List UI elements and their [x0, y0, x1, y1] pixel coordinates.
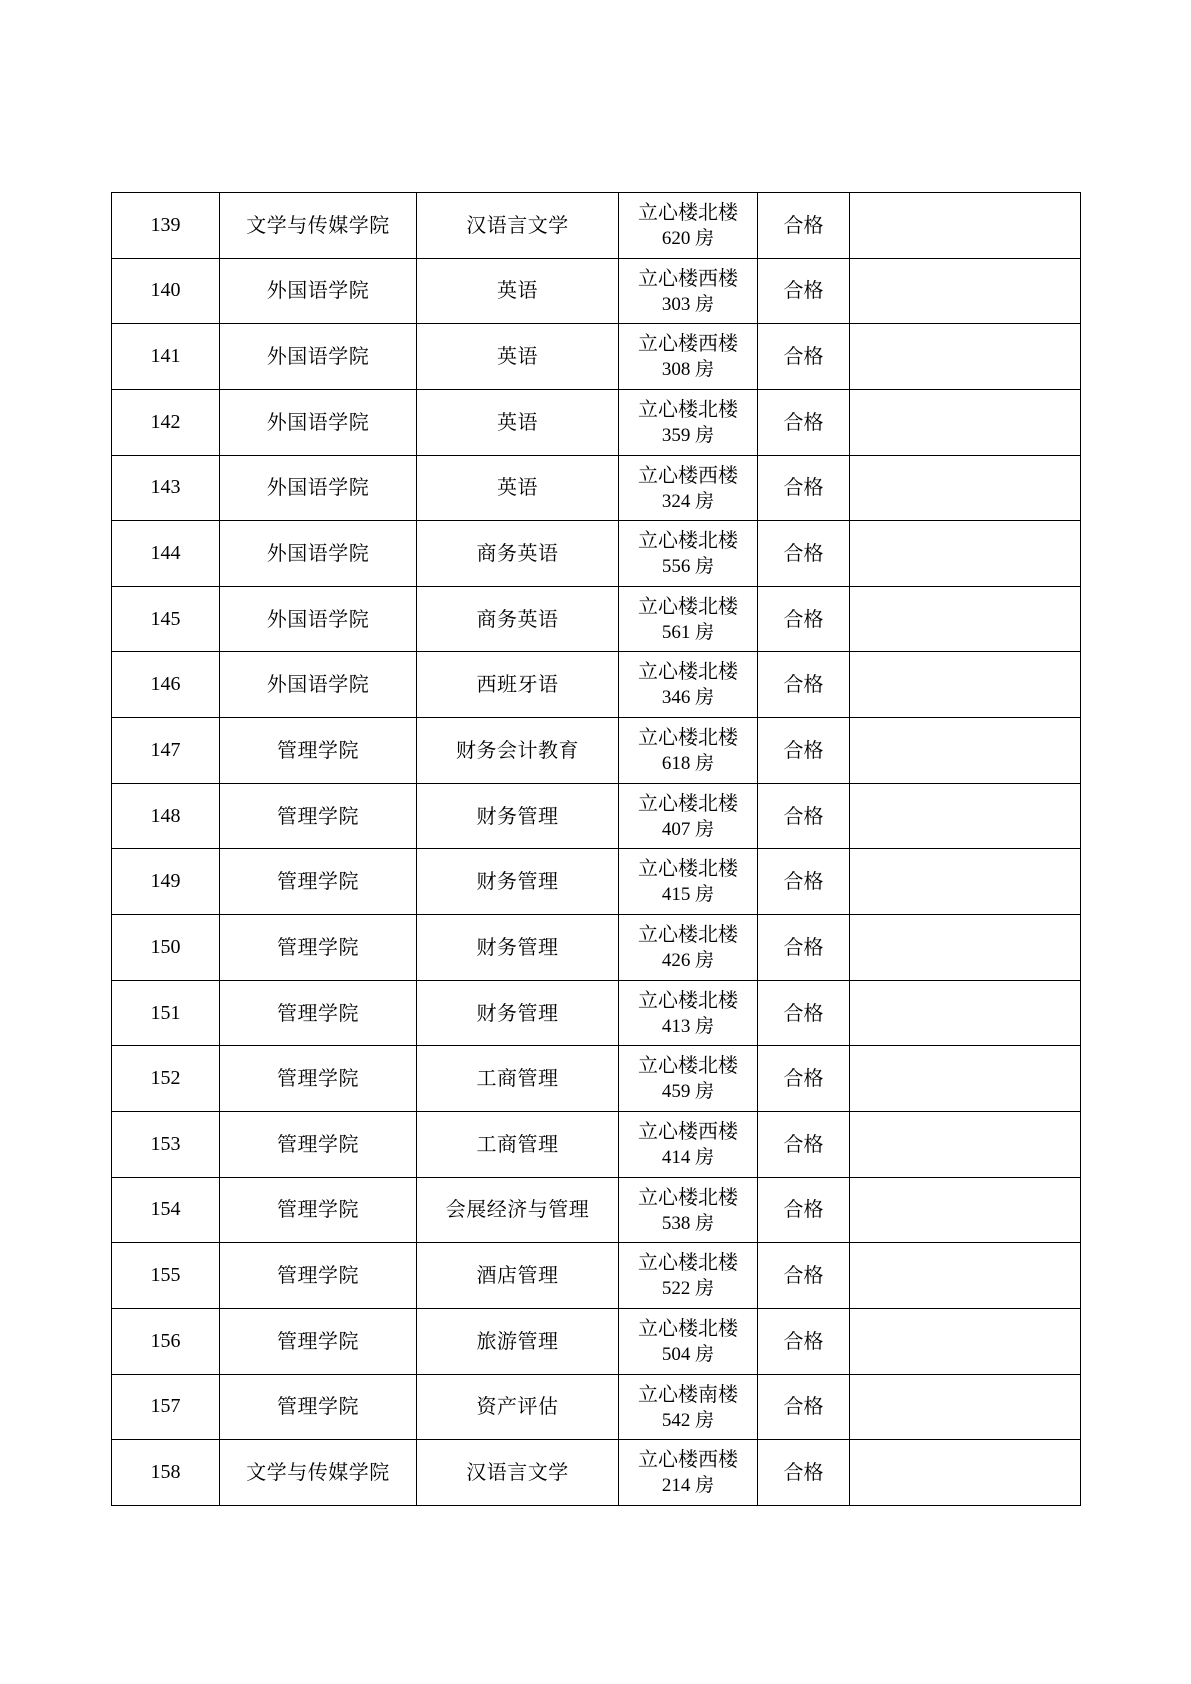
exam-room-number: 413 房 [661, 1015, 715, 1037]
table-row [112, 1374, 1081, 1440]
cell-major: 汉语言文学 [417, 1440, 619, 1506]
cell-note [850, 1177, 1081, 1243]
cell-exam-room [619, 1177, 758, 1243]
cell-major: 旅游管理 [417, 1308, 619, 1374]
cell-status: 合格 [758, 455, 850, 521]
exam-building: 立心楼西楼 [638, 265, 738, 290]
exam-room-number: 561 房 [661, 621, 715, 643]
cell-college: 管理学院 [220, 915, 417, 981]
cell-index: 145 [112, 586, 220, 652]
cell-exam-room [619, 1111, 758, 1177]
cell-exam-room [619, 980, 758, 1046]
cell-status: 合格 [758, 1440, 850, 1506]
cell-college: 管理学院 [220, 783, 417, 849]
cell-index: 157 [112, 1374, 220, 1440]
cell-status: 合格 [758, 652, 850, 718]
cell-exam-room [619, 1374, 758, 1440]
exam-building: 立心楼西楼 [638, 462, 738, 487]
cell-major: 商务英语 [417, 586, 619, 652]
cell-college: 管理学院 [220, 1308, 417, 1374]
cell-major: 财务会计教育 [417, 718, 619, 784]
cell-college: 管理学院 [220, 1374, 417, 1440]
cell-note [850, 324, 1081, 390]
exam-room-number: 556 房 [661, 556, 715, 578]
cell-index: 140 [112, 258, 220, 324]
exam-building: 立心楼北楼 [638, 987, 738, 1012]
cell-index: 152 [112, 1046, 220, 1112]
cell-note [850, 586, 1081, 652]
cell-exam-room [619, 258, 758, 324]
cell-status: 合格 [758, 1374, 850, 1440]
cell-index: 149 [112, 849, 220, 915]
table-row [112, 1111, 1081, 1177]
exam-building: 立心楼北楼 [638, 528, 738, 553]
table-row [112, 586, 1081, 652]
cell-college: 外国语学院 [220, 586, 417, 652]
cell-major: 英语 [417, 389, 619, 455]
cell-college: 管理学院 [220, 718, 417, 784]
exam-room-number: 303 房 [661, 293, 715, 315]
cell-note [850, 1440, 1081, 1506]
exam-building: 立心楼北楼 [638, 593, 738, 618]
cell-major: 财务管理 [417, 915, 619, 981]
results-table [111, 192, 1081, 1506]
cell-note [850, 258, 1081, 324]
table-row [112, 1440, 1081, 1506]
cell-note [850, 389, 1081, 455]
cell-major: 英语 [417, 324, 619, 390]
cell-college: 管理学院 [220, 849, 417, 915]
cell-status: 合格 [758, 324, 850, 390]
cell-college: 外国语学院 [220, 389, 417, 455]
table-row [112, 915, 1081, 981]
cell-status: 合格 [758, 980, 850, 1046]
exam-room-number: 426 房 [661, 950, 715, 972]
cell-note [850, 1374, 1081, 1440]
exam-building: 立心楼北楼 [638, 200, 738, 224]
exam-building: 立心楼北楼 [638, 790, 738, 815]
cell-note [850, 1243, 1081, 1309]
cell-status: 合格 [758, 1111, 850, 1177]
cell-status: 合格 [758, 783, 850, 849]
cell-college: 文学与传媒学院 [220, 1440, 417, 1506]
cell-exam-room [619, 783, 758, 849]
table-row [112, 718, 1081, 784]
exam-building: 立心楼北楼 [638, 725, 738, 750]
cell-index: 158 [112, 1440, 220, 1506]
cell-exam-room [619, 1308, 758, 1374]
cell-exam-room [619, 586, 758, 652]
cell-note [850, 718, 1081, 784]
table-row [112, 455, 1081, 521]
cell-college: 文学与传媒学院 [220, 193, 417, 259]
cell-index: 154 [112, 1177, 220, 1243]
cell-status: 合格 [758, 1177, 850, 1243]
cell-note [850, 1111, 1081, 1177]
cell-exam-room [619, 193, 758, 259]
cell-major: 酒店管理 [417, 1243, 619, 1309]
cell-major: 英语 [417, 258, 619, 324]
exam-room-number: 542 房 [661, 1409, 715, 1431]
cell-college: 外国语学院 [220, 258, 417, 324]
cell-index: 142 [112, 389, 220, 455]
cell-note [850, 652, 1081, 718]
cell-status: 合格 [758, 718, 850, 784]
cell-exam-room [619, 1440, 758, 1506]
cell-college: 外国语学院 [220, 455, 417, 521]
table-row [112, 324, 1081, 390]
cell-note [850, 980, 1081, 1046]
cell-major: 财务管理 [417, 783, 619, 849]
cell-status: 合格 [758, 1308, 850, 1374]
cell-college: 外国语学院 [220, 652, 417, 718]
cell-major: 工商管理 [417, 1111, 619, 1177]
exam-room-number: 414 房 [661, 1146, 715, 1168]
cell-index: 144 [112, 521, 220, 587]
exam-room-number: 214 房 [661, 1475, 715, 1497]
table-row [112, 1243, 1081, 1309]
table-row [112, 193, 1081, 259]
cell-major: 西班牙语 [417, 652, 619, 718]
cell-major: 资产评估 [417, 1374, 619, 1440]
table-row [112, 258, 1081, 324]
exam-building: 立心楼北楼 [638, 1315, 738, 1340]
cell-exam-room [619, 1243, 758, 1309]
exam-room-number: 308 房 [661, 359, 715, 381]
cell-major: 汉语言文学 [417, 193, 619, 259]
exam-building: 立心楼北楼 [638, 922, 738, 947]
table-row [112, 1046, 1081, 1112]
exam-room-number: 504 房 [661, 1343, 715, 1365]
table-row [112, 389, 1081, 455]
exam-building: 立心楼西楼 [638, 331, 738, 356]
cell-note [850, 1308, 1081, 1374]
cell-status: 合格 [758, 915, 850, 981]
cell-status: 合格 [758, 258, 850, 324]
results-table-container [111, 192, 1080, 1506]
cell-exam-room [619, 455, 758, 521]
table-row [112, 849, 1081, 915]
cell-index: 153 [112, 1111, 220, 1177]
exam-building: 立心楼北楼 [638, 396, 738, 421]
cell-index: 146 [112, 652, 220, 718]
exam-building: 立心楼北楼 [638, 1053, 738, 1078]
exam-room-number: 538 房 [661, 1212, 715, 1234]
table-row [112, 783, 1081, 849]
table-row [112, 521, 1081, 587]
cell-index: 156 [112, 1308, 220, 1374]
cell-status: 合格 [758, 1243, 850, 1309]
exam-room-number: 618 房 [661, 753, 715, 775]
exam-building: 立心楼北楼 [638, 856, 738, 881]
cell-exam-room [619, 521, 758, 587]
cell-index: 150 [112, 915, 220, 981]
exam-building: 立心楼南楼 [638, 1381, 738, 1406]
cell-exam-room [619, 324, 758, 390]
cell-note [850, 455, 1081, 521]
cell-note [850, 521, 1081, 587]
cell-college: 外国语学院 [220, 324, 417, 390]
exam-building: 立心楼西楼 [638, 1447, 738, 1472]
exam-building: 立心楼西楼 [638, 1118, 738, 1143]
cell-status: 合格 [758, 389, 850, 455]
cell-exam-room [619, 652, 758, 718]
cell-college: 管理学院 [220, 1243, 417, 1309]
cell-note [850, 193, 1081, 259]
cell-major: 财务管理 [417, 849, 619, 915]
cell-exam-room [619, 849, 758, 915]
cell-college: 外国语学院 [220, 521, 417, 587]
cell-index: 151 [112, 980, 220, 1046]
cell-index: 141 [112, 324, 220, 390]
table-row [112, 1308, 1081, 1374]
exam-room-number: 346 房 [661, 687, 715, 709]
cell-index: 155 [112, 1243, 220, 1309]
cell-college: 管理学院 [220, 1046, 417, 1112]
cell-status: 合格 [758, 586, 850, 652]
cell-exam-room [619, 915, 758, 981]
cell-major: 会展经济与管理 [417, 1177, 619, 1243]
table-row [112, 652, 1081, 718]
cell-note [850, 783, 1081, 849]
exam-building: 立心楼北楼 [638, 1184, 738, 1209]
cell-exam-room [619, 389, 758, 455]
cell-status: 合格 [758, 521, 850, 587]
cell-exam-room [619, 718, 758, 784]
cell-major: 工商管理 [417, 1046, 619, 1112]
cell-status: 合格 [758, 1046, 850, 1112]
table-row [112, 980, 1081, 1046]
exam-room-number: 522 房 [661, 1278, 715, 1300]
cell-index: 147 [112, 718, 220, 784]
exam-room-number: 359 房 [661, 424, 715, 446]
cell-major: 英语 [417, 455, 619, 521]
cell-status: 合格 [758, 193, 850, 259]
table-row [112, 1177, 1081, 1243]
cell-note [850, 1046, 1081, 1112]
cell-major: 商务英语 [417, 521, 619, 587]
cell-note [850, 915, 1081, 981]
exam-room-number: 407 房 [661, 818, 715, 840]
cell-college: 管理学院 [220, 980, 417, 1046]
cell-major: 财务管理 [417, 980, 619, 1046]
results-table-body [112, 193, 1081, 1506]
exam-room-number: 459 房 [661, 1081, 715, 1103]
cell-status: 合格 [758, 849, 850, 915]
cell-index: 139 [112, 193, 220, 259]
exam-room-number: 415 房 [661, 884, 715, 906]
cell-college: 管理学院 [220, 1177, 417, 1243]
cell-index: 143 [112, 455, 220, 521]
cell-index: 148 [112, 783, 220, 849]
cell-note [850, 849, 1081, 915]
exam-room-number: 324 房 [661, 490, 715, 512]
cell-college: 管理学院 [220, 1111, 417, 1177]
exam-building: 立心楼北楼 [638, 659, 738, 684]
exam-building: 立心楼北楼 [638, 1250, 738, 1275]
cell-exam-room [619, 1046, 758, 1112]
exam-room-number: 620 房 [661, 228, 715, 249]
